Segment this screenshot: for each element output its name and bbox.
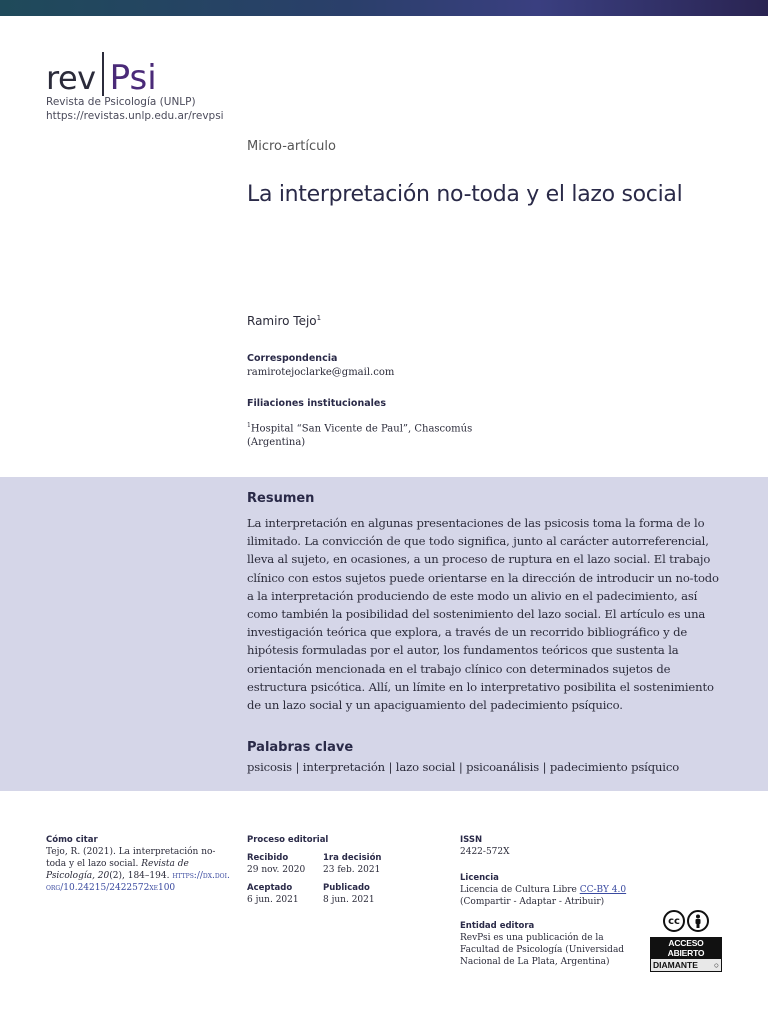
license-text-prefix: Licencia de Cultura Libre (460, 885, 580, 895)
published-value: 8 jun. 2021 (323, 895, 375, 905)
citation-part-2: (2), 184–194. (109, 871, 173, 881)
journal-name: Revista de Psicología (UNLP) (46, 96, 196, 108)
decision-block (323, 852, 381, 876)
publisher-block (460, 920, 635, 968)
publisher-label: Entidad editora (460, 921, 535, 931)
logo-psi: Psi (109, 58, 157, 98)
author-affiliation-mark: 1 (316, 314, 322, 322)
diamond-text: DIAMANTE (653, 960, 698, 970)
abstract-text: La interpretación en algunas presentaciones de las psicosis toma la forma de lo ilimitado. La convicción de que todo significa, junto al carácter autorreferencial, lleva al sujeto, en ocasiones, a un proceso de ruptura en el lazo social. El trabajo clínico con estos sujetos puede orientarse en la dirección de introducir un no-todo a la interpretación produciendo de este modo un alivio en el padecimiento, así como también la posibilidad del sostenimiento del lazo social. El artículo es una investigación teórica que explora, a través de un recorrido bibliográfico y de hipótesis formuladas por el autor, los fundamentos teóricos que sustenta la orientación mencionada en el trabajo clínico con determinados sujetos de estructura psicótica. Allí, un límite en lo interpretativo posibilita el sostenimiento de un lazo social y un apaciguamiento del padecimiento psíquico. (247, 516, 719, 713)
diamond-label (650, 959, 722, 972)
citation-heading: Cómo citar (46, 835, 98, 845)
decision-value: 23 feb. 2021 (323, 865, 381, 875)
article-section: Micro-artículo (247, 139, 336, 154)
affiliation-text (247, 419, 487, 450)
accepted-label: Aceptado (247, 883, 293, 893)
issn-block (460, 834, 510, 858)
published-label: Publicado (323, 883, 370, 893)
affiliation-mark: 1 (247, 422, 251, 429)
issn-value: 2422-572X (460, 847, 510, 857)
correspondence-heading: Correspondencia (247, 353, 338, 364)
person-icon (687, 910, 709, 932)
affiliations-heading: Filiaciones institucionales (247, 398, 386, 409)
citation-part-1: Tejo, R. (2021). La interpretación no-toda y el lazo social. (46, 847, 216, 869)
lock-open-icon: ○ (713, 960, 719, 970)
citation-journal: Revista de Psicología, 20 (46, 859, 189, 881)
editorial-process-heading-wrap (247, 834, 328, 846)
publisher-text: RevPsi es una publicación de la Facultad de Psicología (Universidad Nacional de La Plata, Argentina) (460, 933, 625, 967)
cc-license-icons (650, 910, 722, 932)
article-title: La interpretación no-toda y el lazo social (247, 182, 683, 207)
keywords-text: psicosis | interpretación | lazo social | psicoanálisis | padecimiento psíquico (247, 760, 680, 774)
journal-logo (46, 50, 157, 96)
keywords-heading: Palabras clave (247, 740, 354, 755)
citation-doi-link[interactable]: https://dx.doi.org/10.24215/2422572xe100 (46, 871, 230, 893)
affiliation-value: Hospital “San Vicente de Paul”, Chascomús (Argentina) (247, 423, 473, 449)
author-name (247, 314, 321, 328)
license-label: Licencia (460, 873, 499, 883)
license-note: (Compartir - Adaptar - Atribuir) (460, 897, 605, 907)
top-color-bar (0, 0, 768, 16)
published-block (323, 882, 375, 906)
open-access-badge[interactable] (650, 910, 722, 972)
license-text (460, 885, 626, 907)
decision-label: 1ra decisión (323, 853, 382, 863)
cc-icon: cc (663, 910, 685, 932)
abstract-heading: Resumen (247, 491, 315, 506)
editorial-process-heading: Proceso editorial (247, 835, 329, 845)
received-label: Recibido (247, 853, 289, 863)
logo-rev: rev (46, 59, 96, 97)
journal-url[interactable]: https://revistas.unlp.edu.ar/revpsi (46, 110, 224, 122)
open-access-label: ACCESO ABIERTO (650, 937, 722, 959)
received-block (247, 852, 305, 876)
accepted-value: 6 jun. 2021 (247, 895, 299, 905)
citation-text (46, 847, 230, 893)
license-link[interactable]: CC-BY 4.0 (579, 885, 627, 895)
received-value: 29 nov. 2020 (247, 865, 306, 875)
attribution-person-icon (692, 914, 704, 928)
citation-block (46, 834, 231, 894)
license-block (460, 872, 640, 908)
logo-divider (102, 52, 104, 96)
author-name-text: Ramiro Tejo (247, 314, 317, 328)
accepted-block (247, 882, 299, 906)
issn-label: ISSN (460, 835, 483, 845)
correspondence-email[interactable]: ramirotejoclarke@gmail.com (247, 367, 395, 378)
